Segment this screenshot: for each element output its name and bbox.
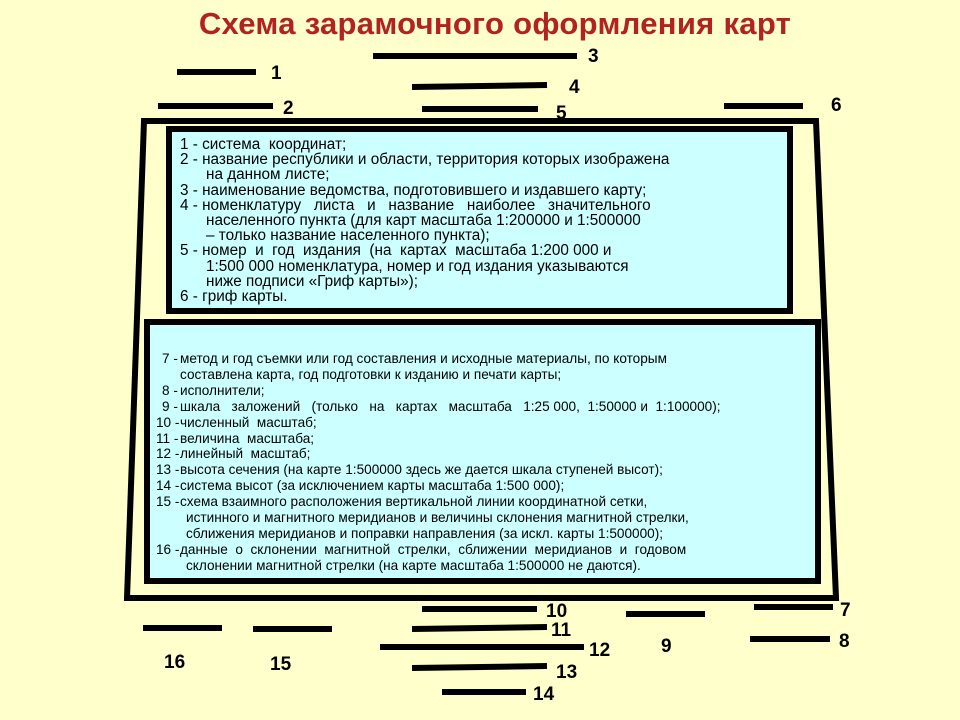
marker-number-16: 16	[164, 652, 186, 673]
item-number: 3 -	[180, 181, 203, 199]
item-text: гриф карты.	[202, 288, 288, 306]
item-text: исполнители;	[180, 382, 265, 398]
marker-number-8: 8	[839, 631, 850, 652]
lower-legend-item	[156, 494, 809, 510]
item-text: численный масштаб;	[180, 414, 317, 430]
marker-line-11	[412, 627, 547, 629]
item-text: система координат;	[202, 136, 347, 153]
marker-number-13: 13	[556, 662, 578, 683]
item-number: 10 -	[156, 414, 184, 430]
lower-legend-item	[156, 383, 809, 399]
item-number: 2 -	[180, 151, 203, 169]
marker-number-15: 15	[270, 654, 292, 675]
item-text-continued: на данном листе;	[206, 166, 330, 184]
item-number: 11 -	[156, 430, 183, 446]
item-number: 15 -	[156, 494, 184, 510]
lower-legend-item	[156, 399, 809, 415]
item-text: схема взаимного расположения вертикальной линии координатной сетки,	[180, 494, 648, 510]
item-text: наименование ведомства, подготовившего и издавшего карту;	[202, 181, 647, 199]
lower-legend-item	[156, 462, 809, 478]
item-text: система высот (за исключением карты масштаба 1:500 000);	[180, 478, 565, 494]
item-text: номер и год издания (на картах масштаба 1:200 000 и	[202, 242, 612, 260]
marker-number-14: 14	[533, 684, 555, 705]
item-text: метод и год съемки или год составления и исходные материалы, по которым	[180, 351, 667, 366]
item-number: 8 -	[162, 382, 182, 398]
item-number: 12 -	[156, 446, 184, 462]
item-number: 5 -	[180, 242, 203, 260]
marker-number-12: 12	[589, 640, 611, 661]
item-number: 16 -	[156, 541, 184, 557]
marker-line-13	[412, 666, 547, 668]
upper-legend-item	[180, 137, 779, 152]
upper-legend-box	[166, 126, 793, 314]
upper-legend-item	[180, 183, 779, 198]
lower-legend-item	[156, 478, 809, 494]
item-number: 13 -	[156, 462, 184, 478]
item-text-continued: склонении магнитной стрелки (на карте масштаба 1:500000 не даются).	[186, 557, 641, 573]
item-text-continued: сближения меридианов и поправки направления (за искл. карты 1:500000);	[186, 525, 664, 541]
marker-number-6: 6	[831, 95, 842, 116]
lower-legend-item	[156, 542, 809, 558]
marker-number-7: 7	[840, 600, 851, 621]
marker-number-10: 10	[546, 601, 568, 622]
slide-title: Схема зарамочного оформления карт	[198, 6, 792, 41]
item-text-continued: – только название населенного пункта);	[206, 227, 490, 245]
item-text: высота сечения (на карте 1:500000 здесь же дается шкала ступеней высот);	[180, 462, 663, 478]
item-text: название республики и области, территория которых изображена	[202, 151, 670, 169]
item-text: шкала заложений (только на картах масштаба 1:25 000, 1:50000 и 1:100000);	[180, 398, 721, 414]
item-number: 7 -	[162, 351, 182, 366]
marker-number-11: 11	[551, 620, 572, 641]
item-number: 4 -	[180, 196, 203, 214]
item-number: 14 -	[156, 478, 184, 494]
lower-legend-box	[144, 319, 821, 584]
marker-number-5: 5	[556, 103, 567, 124]
lower-legend-item	[156, 351, 809, 367]
item-number: 6 -	[180, 288, 203, 306]
item-text: линейный масштаб;	[180, 446, 311, 462]
item-text-continued: истинного и магнитного меридианов и величины склонения магнитной стрелки,	[186, 510, 689, 526]
marker-number-2: 2	[283, 98, 294, 119]
item-text-continued: ниже подписи «Гриф карты»);	[206, 272, 419, 290]
upper-legend-item	[180, 198, 779, 213]
marker-number-3: 3	[588, 46, 599, 67]
item-text: номенклатуру листа и название наиболее значительного	[202, 196, 651, 214]
item-text: величина масштаба;	[180, 430, 315, 446]
marker-line-4	[412, 85, 547, 87]
item-number: 9 -	[162, 398, 182, 414]
item-text-continued: населенного пункта (для карт масштаба 1:200000 и 1:500000	[206, 212, 641, 230]
marker-number-1: 1	[271, 63, 282, 84]
lower-legend-item	[156, 431, 809, 447]
item-number: 1 -	[180, 136, 203, 153]
upper-legend-item	[180, 289, 779, 304]
item-text-continued: 1:500 000 номенклатура, номер и год издания указываются	[206, 257, 629, 275]
upper-legend-item	[180, 243, 779, 258]
item-text-continued: составлена карта, год подготовки к изданию и печати карты;	[180, 366, 562, 382]
lower-legend-item	[156, 415, 809, 431]
marker-number-9: 9	[661, 636, 672, 657]
item-text: данные о склонении магнитной стрелки, сближении меридианов и годовом	[180, 541, 687, 557]
lower-legend-item	[156, 446, 809, 462]
upper-legend-item	[180, 152, 779, 167]
marker-number-4: 4	[569, 77, 580, 98]
